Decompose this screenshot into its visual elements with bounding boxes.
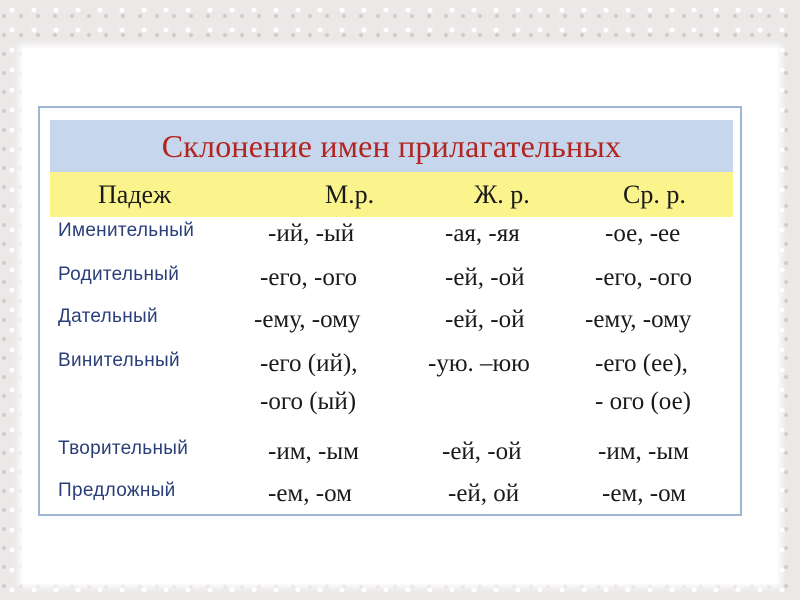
neuter-ending-line: -его (ее), [595, 350, 688, 377]
table-title: Склонение имен прилагательных [161, 127, 622, 164]
case-name: Именительный [58, 220, 195, 241]
neuter-ending: -ем, -ом [602, 480, 686, 507]
feminine-ending: -ая, -яя [445, 220, 520, 247]
header-masculine: М.р. [325, 180, 375, 209]
header-neuter: Ср. р. [623, 180, 686, 209]
feminine-ending: -ей, ой [448, 480, 520, 507]
masculine-ending-line: -его (ий), [260, 350, 358, 377]
table-header-row [50, 172, 733, 217]
header-case: Падеж [98, 180, 172, 209]
case-name: Предложный [58, 480, 176, 501]
case-name: Дательный [58, 306, 158, 327]
masculine-ending [260, 350, 357, 416]
feminine-ending: -ей, -ой [445, 306, 525, 333]
neuter-ending: -ое, -ее [605, 220, 681, 247]
feminine-ending: -ую. –юю [428, 350, 530, 377]
neuter-ending: -его, -ого [595, 264, 693, 291]
neuter-ending: -им, -ым [598, 438, 689, 465]
feminine-ending: -ей, -ой [445, 264, 525, 291]
masculine-ending: -ем, -ом [268, 480, 352, 507]
feminine-ending: -ей, -ой [442, 438, 522, 465]
masculine-ending: -ему, -ому [254, 306, 361, 333]
masculine-ending: -им, -ым [268, 438, 359, 465]
table-title-row [50, 120, 733, 172]
declension-table [38, 106, 742, 516]
header-feminine: Ж. р. [474, 180, 530, 209]
masculine-ending: -ий, -ый [268, 220, 355, 247]
case-name: Винительный [58, 350, 180, 371]
masculine-ending-line: -ого (ый) [260, 388, 357, 415]
neuter-ending [595, 350, 691, 416]
case-name: Родительный [58, 264, 180, 285]
masculine-ending: -его, -ого [260, 264, 358, 291]
neuter-ending: -ему, -ому [585, 306, 692, 333]
neuter-ending-line: - ого (ое) [595, 388, 692, 415]
case-name: Творительный [58, 438, 189, 459]
